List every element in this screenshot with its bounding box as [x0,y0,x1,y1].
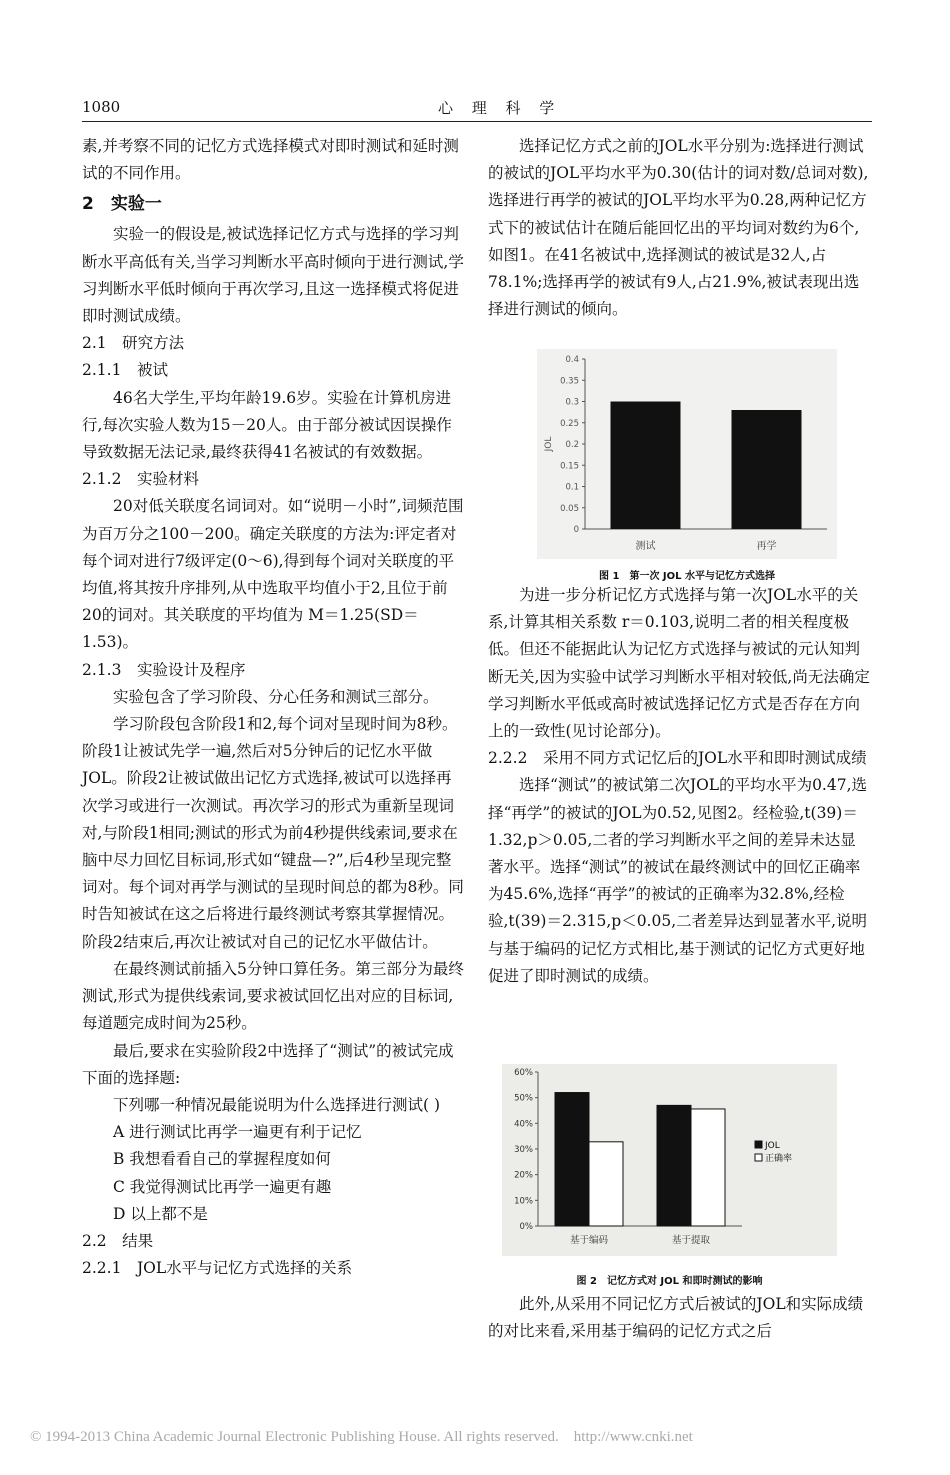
heading-2-1-1: 2.1.1 被试 [82,361,168,380]
option-d: D 以上都不是 [113,1204,208,1223]
right-paragraph-1: 选择记忆方式之前的JOL水平分别为:选择进行测试的被试的JOL平均水平为0.30(估计的词对数/总词对数),选择进行再学的被试的JOL平均水平为0.28,两种记忆方式下的被试估计在随后能回忆出的平均词对数约为6个,如图1。在41名被试中,选择测试的被试是32人,占78.1%;选择再学的被试有9人,占21.9%,被试表现出选择进行测试的倾向。 [488,137,869,319]
copyright-footer: © 1994-2013 China Academic Journal Electronic Publishing House. All rights reserved. http://www.cnki.net [30,1429,693,1445]
bar-JOL-基于提取 [657,1105,691,1226]
y-tick-label: 0.3 [565,397,579,408]
y-tick-label: 0.2 [565,440,579,450]
journal-title: 心 理 科 学 [438,99,562,117]
heading-2-2: 2.2 结果 [82,1231,154,1250]
page-number: 1080 [82,98,121,116]
right-paragraph-3: 选择“测试”的被试第二次JOL的平均水平为0.47,选择“再学”的被试的JOL为0.52,见图2。经检验,t(39)＝1.32,p＞0.05,二者的学习判断水平之间的差异未达显著水平。选择“测试”的被试在最终测试中的回忆正确率为45.6%,选择“再学”的被试的正确率为32.8%,经检验,t(39)＝2.315,p＜0.05,二者差异达到显著水平,说明与基于编码的记忆方式相比,基于测试的记忆方式更好地促进了即时测试的成绩。 [488,776,868,985]
legend-swatch [755,1154,762,1161]
heading-2-2-2: 2.2.2 采用不同方式记忆后的JOL水平和即时测试成绩 [488,749,867,768]
figure-2-caption: 图 2 记忆方式对 JOL 和即时测试的影响 [576,1276,763,1287]
bar-正确率-基于提取 [691,1109,725,1226]
figure-2-chart [502,1064,837,1256]
left-paragraph-8: 最后,要求在实验阶段2中选择了“测试”的被试完成下面的选择题: [82,1041,454,1087]
legend-label: JOL [765,1141,780,1151]
x-tick-label: 基于提取 [671,1235,711,1246]
y-tick-label: 0% [519,1222,533,1232]
heading-2-1-2: 2.1.2 实验材料 [82,470,199,489]
bar-正确率-基于编码 [589,1142,623,1226]
right-paragraph-4: 此外,从采用不同记忆方式后被试的JOL和实际成绩的对比来看,采用基于编码的记忆方式之后 [488,1295,864,1341]
y-tick-label: 0.4 [565,355,579,365]
left-paragraph-7: 在最终测试前插入5分钟口算任务。第三部分为最终测试,形式为提供线索词,要求被试回忆出对应的目标词,每道题完成时间为25秒。 [82,959,464,1033]
legend-swatch [755,1141,762,1148]
figure-1-caption: 图 1 第一次 JOL 水平与记忆方式选择 [599,571,775,582]
y-tick-label: 30% [514,1145,533,1155]
y-tick-label: 60% [514,1068,533,1078]
y-tick-label: 0.35 [560,376,579,387]
right-column-top [488,133,871,323]
y-tick-label: 40% [514,1119,533,1130]
legend-label: 正确率 [765,1154,793,1164]
x-tick-label: 测试 [635,541,656,552]
left-paragraph-9: 下列哪一种情况最能说明为什么选择进行测试( ) [113,1095,441,1114]
y-tick-label: 0 [573,525,579,535]
left-paragraph-6: 学习阶段包含阶段1和2,每个词对呈现时间为8秒。阶段1让被试先学一遍,然后对5分钟后的记忆水平做JOL。阶段2让被试做出记忆方式选择,被试可以选择再次学习或进行一次测试。再次学习的形式为重新呈现词对,与阶段1相同;测试的形式为前4秒提供线索词,要求在脑中尽力回忆目标词,形式如“键盘—?”,后4秒呈现完整词对。每个词对再学与测试的呈现时间总的都为8秒。同时告知被试在这之后将进行最终测试考察其掌握情况。阶段2结束后,再次让被试对自己的记忆水平做估计。 [82,715,464,951]
left-paragraph-1: 素,并考察不同的记忆方式选择模式对即时测试和延时测试的不同作用。 [82,137,459,183]
right-column-middle [488,582,871,990]
left-paragraph-4: 20对低关联度名词词对。如“说明－小时”,词频范围为百万分之100－200。确定关联度的方法为:评定者对每个词对进行7级评定(0～6),得到每个词对关联度的平均值,将其按升序排列,从中选取平均值小于2,且位于前20的词对。其关联度的平均值为 M＝1.25(SD＝1.53)。 [82,497,464,652]
y-tick-label: 0.1 [565,482,579,493]
left-column [82,133,465,1282]
left-paragraph-5: 实验包含了学习阶段、分心任务和测试三部分。 [113,687,439,706]
y-tick-label: 10% [514,1196,533,1207]
figure-1 [537,349,837,559]
y-tick-label: 50% [514,1093,533,1104]
right-column-bottom [488,1291,871,1345]
y-axis-label: JOL [544,436,554,452]
x-tick-label: 基于编码 [569,1235,609,1246]
bar-JOL-基于编码 [555,1093,589,1226]
x-tick-label: 再学 [756,541,777,552]
bar-再学 [732,410,802,529]
heading-2-2-1: 2.2.1 JOL水平与记忆方式选择的关系 [82,1259,353,1278]
left-paragraph-3: 46名大学生,平均年龄19.6岁。实验在计算机房进行,每次实验人数为15－20人。由于部分被试因误操作导致数据无法记录,最终获得41名被试的有效数据。 [82,388,452,462]
bar-测试 [611,402,681,530]
y-tick-label: 0.15 [560,461,579,472]
y-tick-label: 20% [514,1170,533,1181]
right-paragraph-2: 为进一步分析记忆方式选择与第一次JOL水平的关系,计算其相关系数 r＝0.103,说明二者的相关程度极低。但还不能据此认为记忆方式选择与被试的元认知判断无关,因为实验中试学习判断水平相对较低,尚无法确定学习判断水平低或高时被试选择记忆方式是否存在方向上的一致性(见讨论部分)。 [488,586,870,741]
heading-2-1: 2.1 研究方法 [82,334,185,353]
y-tick-label: 0.25 [560,418,579,429]
header-rule [82,121,872,122]
figure-2 [502,1064,837,1256]
left-paragraph-2: 实验一的假设是,被试选择记忆方式与选择的学习判断水平高低有关,当学习判断水平高时倾向于进行测试,学习判断水平低时倾向于再次学习,且这一选择模式将促进即时测试成绩。 [82,225,464,326]
y-tick-label: 0.05 [560,503,579,514]
figure-1-chart [537,349,837,559]
option-b: B 我想看看自己的掌握程度如何 [113,1150,331,1169]
heading-2-1-3: 2.1.3 实验设计及程序 [82,660,246,679]
option-c: C 我觉得测试比再学一遍更有趣 [113,1177,332,1196]
option-a: A 进行测试比再学一遍更有利于记忆 [113,1123,362,1142]
section-heading-2: 2 实验一 [82,194,162,215]
